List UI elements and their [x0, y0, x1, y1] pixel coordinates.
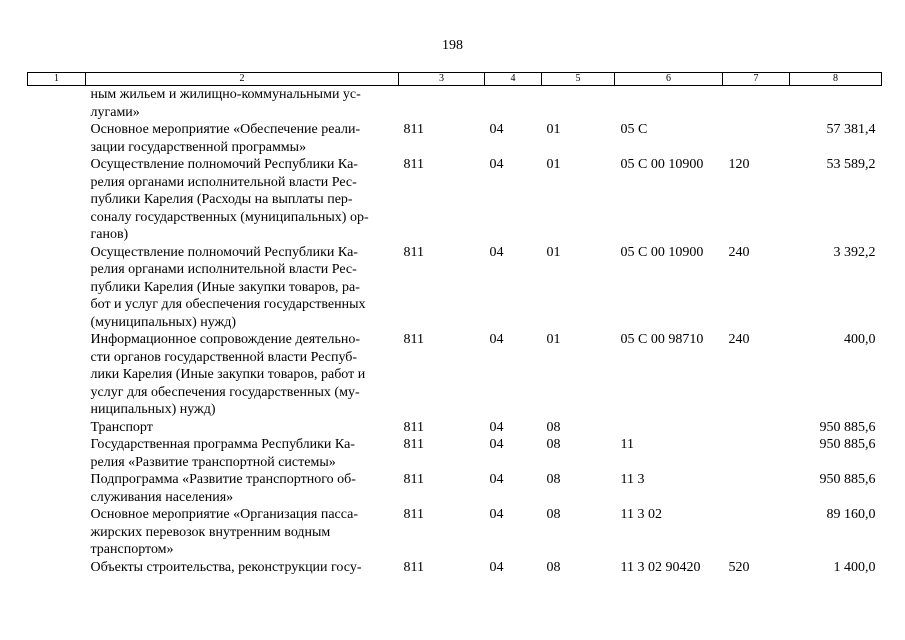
- row-cell-c4: 04: [489, 332, 504, 347]
- row-cell-c5: 08: [546, 507, 561, 522]
- row-cell-c6: [615, 419, 723, 437]
- row-cell-c4: 04: [489, 559, 504, 575]
- table-row: [28, 419, 882, 437]
- row-number-cell: [28, 121, 86, 156]
- row-name-cell: Транспорт: [90, 419, 153, 435]
- row-cell-c6: 05 С: [620, 122, 648, 137]
- row-cell-c3: 811: [403, 332, 424, 347]
- row-name-cell: Объекты строительства, реконструкции госу-: [90, 559, 362, 575]
- row-cell-c5: 08: [546, 472, 561, 487]
- row-cell-c4: 04: [489, 419, 504, 435]
- row-cell-c6: 11: [620, 437, 634, 452]
- row-number-cell: [28, 506, 86, 559]
- row-number-cell: [28, 331, 86, 419]
- row-cell-c7: 240: [728, 332, 750, 347]
- row-cell-c3: 811: [403, 472, 424, 487]
- row-cell-c7: [723, 471, 790, 506]
- row-name-cell: Основное мероприятие «Организация пасса- жирских перевозок внутренним водным транспортом»: [90, 507, 359, 557]
- row-cell-c6: 05 С 00 10900: [620, 157, 704, 172]
- row-name-cell: Осуществление полномочий Республики Ка- релия органами исполнительной власти Рес- публики Карелия (Иные закупки товаров, ра- бот и услуг для обеспечения государственных (муниципальных) нужд): [90, 244, 366, 330]
- table-row: [28, 471, 882, 506]
- row-cell-c8: 3 392,2: [833, 244, 876, 260]
- row-cell-c5: 01: [546, 244, 561, 260]
- row-cell-c4: 04: [489, 244, 504, 260]
- column-header: 3: [399, 73, 485, 86]
- column-header: 7: [723, 73, 790, 86]
- row-cell-c8: [790, 86, 882, 122]
- column-header: 1: [28, 73, 86, 86]
- row-cell-c3: 811: [403, 122, 424, 137]
- budget-table: [27, 72, 882, 576]
- row-cell-c6: 05 С 00 98710: [620, 332, 704, 347]
- row-cell-c8: 400,0: [844, 332, 876, 347]
- row-cell-c5: 01: [546, 157, 561, 172]
- row-cell-c7: 520: [728, 559, 750, 575]
- column-header: 2: [86, 73, 399, 86]
- row-cell-c8: 950 885,6: [819, 437, 876, 452]
- row-cell-c5: 08: [546, 437, 561, 452]
- row-cell-c5: 08: [546, 419, 561, 435]
- row-cell-c6: 11 3 02 90420: [620, 559, 701, 575]
- row-number-cell: [28, 419, 86, 437]
- header-row: [28, 73, 882, 86]
- row-cell-c8: 950 885,6: [819, 472, 876, 487]
- row-cell-c5: 01: [546, 122, 561, 137]
- row-cell-c5: 08: [546, 559, 561, 575]
- row-cell-c7: [723, 506, 790, 559]
- row-cell-c6: [615, 86, 723, 122]
- page-number: 198: [442, 38, 463, 53]
- row-cell-c3: 811: [403, 419, 424, 435]
- row-cell-c8: 53 589,2: [826, 157, 876, 172]
- table-row: [28, 436, 882, 471]
- row-cell-c6: 11 3: [620, 472, 645, 487]
- row-cell-c3: 811: [403, 559, 424, 575]
- row-cell-c8: 89 160,0: [826, 507, 876, 522]
- row-cell-c8: 1 400,0: [833, 559, 876, 575]
- row-cell-c7: [723, 436, 790, 471]
- row-cell-c3: 811: [403, 507, 424, 522]
- row-cell-c4: 04: [489, 157, 504, 172]
- row-name-cell: Основное мероприятие «Обеспечение реали- зации государственной программы»: [90, 122, 361, 155]
- row-number-cell: [28, 559, 86, 577]
- column-header: 5: [542, 73, 615, 86]
- row-name-cell: Государственная программа Республики Ка- релия «Развитие транспортной системы»: [90, 437, 355, 470]
- row-cell-c3: 811: [403, 157, 424, 172]
- table-row: [28, 244, 882, 332]
- row-cell-c4: 04: [489, 437, 504, 452]
- row-name-cell: Подпрограмма «Развитие транспортного об- служивания населения»: [90, 472, 356, 505]
- column-header: 6: [615, 73, 723, 86]
- row-name-cell: ным жильем и жилищно-коммунальными ус- лугами»: [90, 87, 361, 120]
- row-cell-c4: [485, 86, 542, 122]
- row-cell-c4: 04: [489, 507, 504, 522]
- row-cell-c7: [723, 121, 790, 156]
- row-cell-c7: 240: [728, 244, 750, 260]
- row-cell-c8: 57 381,4: [826, 122, 876, 137]
- row-cell-c5: [542, 86, 615, 122]
- row-cell-c8: 950 885,6: [819, 419, 876, 435]
- row-cell-c7: [723, 86, 790, 122]
- row-number-cell: [28, 436, 86, 471]
- row-cell-c3: 811: [403, 437, 424, 452]
- column-header: 4: [485, 73, 542, 86]
- table-row: [28, 86, 882, 122]
- table-row: [28, 121, 882, 156]
- row-number-cell: [28, 244, 86, 332]
- row-cell-c3: 811: [403, 244, 424, 260]
- row-number-cell: [28, 471, 86, 506]
- row-cell-c3: [399, 86, 485, 122]
- column-header: 8: [790, 73, 882, 86]
- row-cell-c6: 11 3 02: [620, 507, 662, 522]
- row-name-cell: Осуществление полномочий Республики Ка- релия органами исполнительной власти Рес- публики Карелия (Расходы на выплаты пер- соналу государственных (муниципальных) ор- ганов): [90, 157, 369, 242]
- row-cell-c4: 04: [489, 472, 504, 487]
- table-row: [28, 156, 882, 244]
- table-row: [28, 559, 882, 577]
- row-cell-c4: 04: [489, 122, 504, 137]
- row-cell-c7: 120: [728, 157, 750, 172]
- table-row: [28, 506, 882, 559]
- row-cell-c7: [723, 419, 790, 437]
- row-cell-c6: 05 С 00 10900: [620, 244, 704, 260]
- row-number-cell: [28, 86, 86, 122]
- row-name-cell: Информационное сопровождение деятельно- сти органов государственной власти Респуб- лики Карелия (Иные закупки товаров, работ и услуг для обеспечения государственных (му- ниципальных) нужд): [90, 332, 366, 417]
- row-cell-c5: 01: [546, 332, 561, 347]
- row-number-cell: [28, 156, 86, 244]
- table-row: [28, 331, 882, 419]
